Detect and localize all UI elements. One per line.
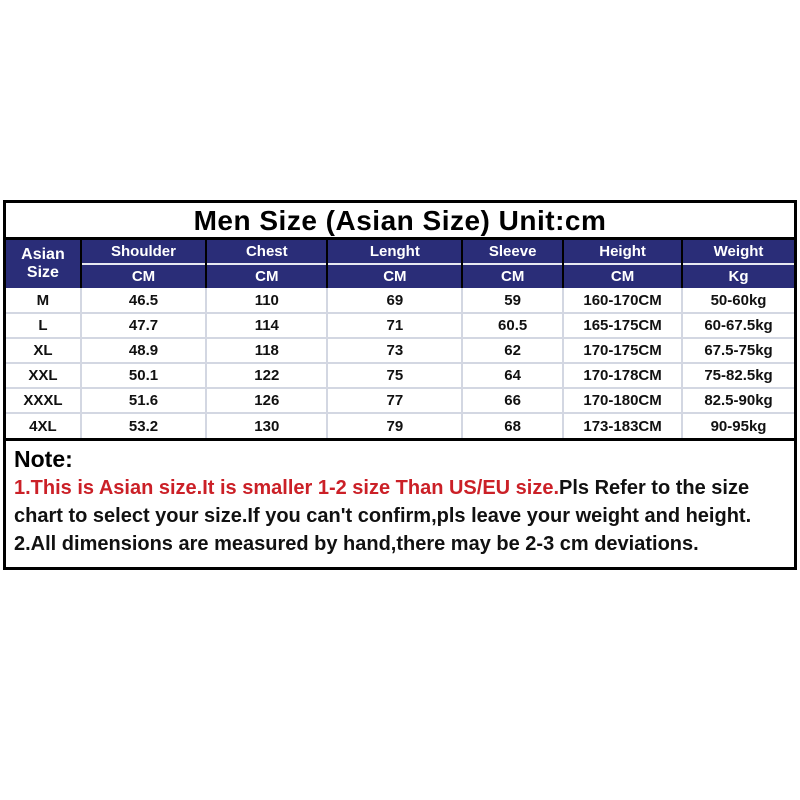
note-section xyxy=(6,438,794,567)
cell-value: 71 xyxy=(327,313,462,338)
cell-value: 130 xyxy=(206,413,327,438)
cell-value: 75 xyxy=(327,363,462,388)
cell-value: 62 xyxy=(462,338,563,363)
unit-length: CM xyxy=(327,264,462,288)
size-table xyxy=(6,240,794,438)
unit-sleeve: CM xyxy=(462,264,563,288)
cell-value: 66 xyxy=(462,388,563,413)
cell-value: 67.5-75kg xyxy=(682,338,794,363)
cell-value: 60-67.5kg xyxy=(682,313,794,338)
note-item-1-black-text: Pls Refer to the size chart to select your size.If you can't confirm,pls leave your weight and height. xyxy=(14,477,752,527)
size-label: 4XL xyxy=(6,413,81,438)
cell-value: 69 xyxy=(327,288,462,313)
table-row-xl xyxy=(6,338,794,363)
cell-value: 68 xyxy=(462,413,563,438)
cell-value: 114 xyxy=(206,313,327,338)
unit-weight: Kg xyxy=(682,264,794,288)
cell-value: 60.5 xyxy=(462,313,563,338)
col-header-sleeve: Sleeve xyxy=(462,240,563,264)
cell-value: 51.6 xyxy=(81,388,206,413)
cell-value: 50-60kg xyxy=(682,288,794,313)
col-header-shoulder: Shoulder xyxy=(81,240,206,264)
cell-value: 165-175CM xyxy=(563,313,682,338)
col-header-height: Height xyxy=(563,240,682,264)
corner-header: Asian Size xyxy=(6,240,81,288)
cell-value: 110 xyxy=(206,288,327,313)
size-label: M xyxy=(6,288,81,313)
table-row-l xyxy=(6,313,794,338)
table-row-4xl xyxy=(6,413,794,438)
cell-value: 170-175CM xyxy=(563,338,682,363)
size-label: XXXL xyxy=(6,388,81,413)
table-row-xxl xyxy=(6,363,794,388)
cell-value: 53.2 xyxy=(81,413,206,438)
cell-value: 77 xyxy=(327,388,462,413)
cell-value: 46.5 xyxy=(81,288,206,313)
chart-title: Men Size (Asian Size) Unit:cm xyxy=(6,203,794,240)
cell-value: 50.1 xyxy=(81,363,206,388)
cell-value: 122 xyxy=(206,363,327,388)
note-item-2: 2.All dimensions are measured by hand,there may be 2-3 cm deviations. xyxy=(14,533,699,555)
unit-height: CM xyxy=(563,264,682,288)
cell-value: 126 xyxy=(206,388,327,413)
cell-value: 48.9 xyxy=(81,338,206,363)
header-row-labels xyxy=(6,240,794,264)
size-label: L xyxy=(6,313,81,338)
header-row-units xyxy=(6,264,794,288)
cell-value: 47.7 xyxy=(81,313,206,338)
size-label: XXL xyxy=(6,363,81,388)
cell-value: 170-178CM xyxy=(563,363,682,388)
size-label: XL xyxy=(6,338,81,363)
cell-value: 170-180CM xyxy=(563,388,682,413)
col-header-chest: Chest xyxy=(206,240,327,264)
cell-value: 82.5-90kg xyxy=(682,388,794,413)
col-header-length: Lenght xyxy=(327,240,462,264)
size-chart-panel xyxy=(3,200,797,570)
col-header-weight: Weight xyxy=(682,240,794,264)
cell-value: 59 xyxy=(462,288,563,313)
cell-value: 173-183CM xyxy=(563,413,682,438)
cell-value: 160-170CM xyxy=(563,288,682,313)
cell-value: 90-95kg xyxy=(682,413,794,438)
unit-shoulder: CM xyxy=(81,264,206,288)
cell-value: 64 xyxy=(462,363,563,388)
note-heading: Note: xyxy=(14,446,73,472)
cell-value: 79 xyxy=(327,413,462,438)
cell-value: 118 xyxy=(206,338,327,363)
note-item-1 xyxy=(14,474,786,530)
table-row-m xyxy=(6,288,794,313)
unit-chest: CM xyxy=(206,264,327,288)
cell-value: 73 xyxy=(327,338,462,363)
table-row-xxxl xyxy=(6,388,794,413)
cell-value: 75-82.5kg xyxy=(682,363,794,388)
note-item-1-red-text: 1.This is Asian size.It is smaller 1-2 size Than US/EU size. xyxy=(14,477,560,499)
